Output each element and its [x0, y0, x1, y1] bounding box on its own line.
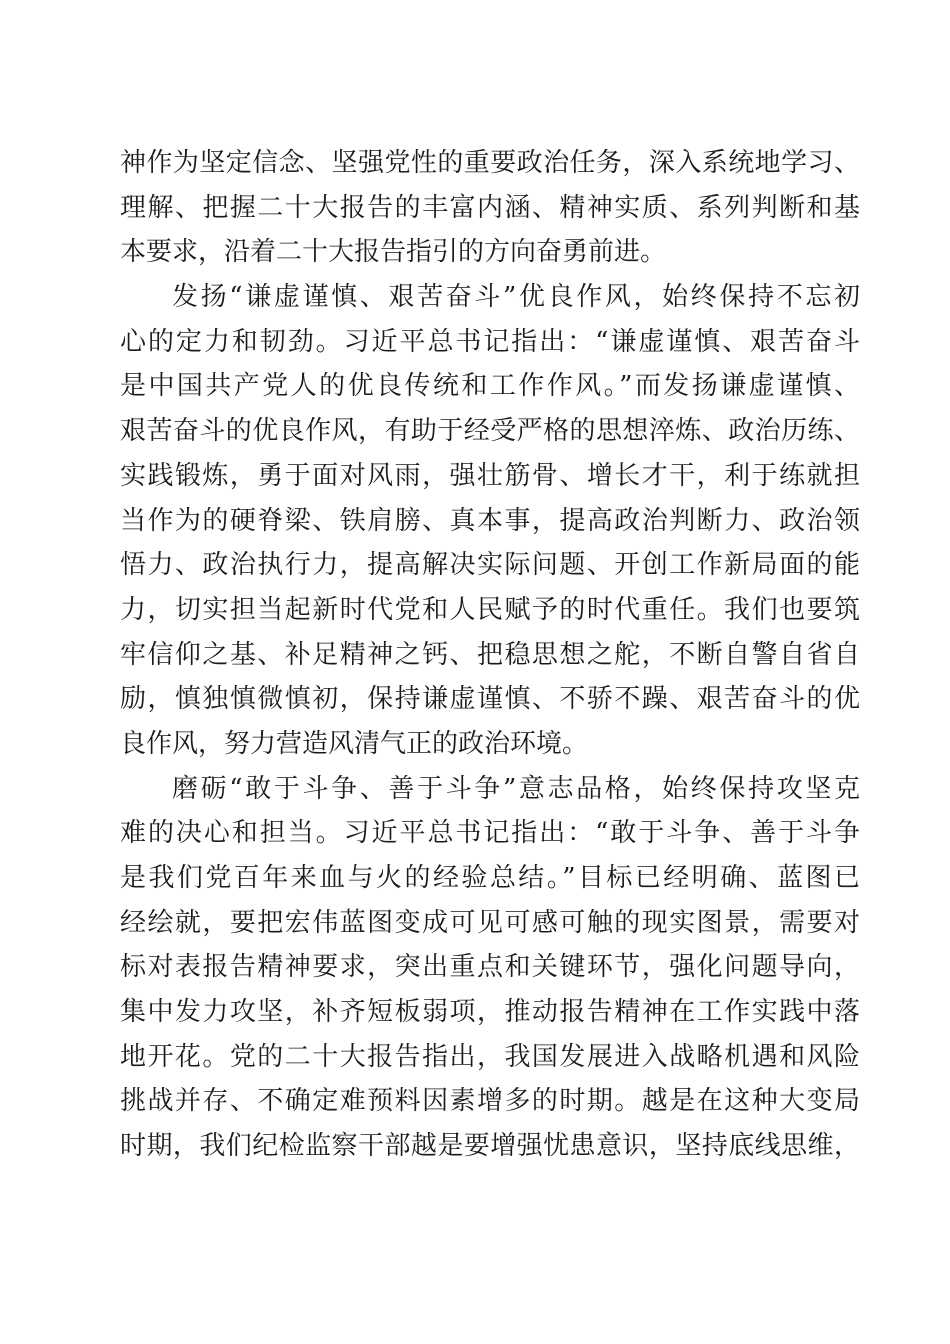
text-line: 艰苦奋斗的优良作风，有助于经受严格的思想淬炼、政治历练、	[120, 416, 860, 447]
text-line: 磨砺“敢于斗争、善于斗争”意志品格，始终保持攻坚克	[172, 773, 860, 804]
text-line: 悟力、政治执行力，提高解决实际问题、开创工作新局面的能	[120, 550, 860, 581]
text-line: 理解、把握二十大报告的丰富内涵、精神实质、系列判断和基	[120, 192, 860, 223]
text-line: 心的定力和韧劲。习近平总书记指出：“谦虚谨慎、艰苦奋斗	[120, 326, 860, 357]
body-text	[120, 141, 860, 1169]
text-line: 神作为坚定信念、坚强党性的重要政治任务，深入系统地学习、	[120, 148, 860, 178]
text-line: 时期，我们纪检监察干部越是要增强忧患意识，坚持底线思维，	[120, 1131, 860, 1162]
text-line: 标对表报告精神要求，突出重点和关键环节，强化问题导向，	[120, 952, 860, 983]
text-line: 良作风，努力营造风清气正的政治环境。	[120, 728, 589, 759]
text-line: 实践锻炼，勇于面对风雨，强壮筋骨、增长才干，利于练就担	[120, 460, 860, 491]
text-line: 地开花。党的二十大报告指出，我国发展进入战略机遇和风险	[120, 1041, 860, 1072]
text-line: 是我们党百年来血与火的经验总结。”目标已经明确、蓝图已	[120, 863, 860, 893]
text-line: 集中发力攻坚，补齐短板弱项，推动报告精神在工作实践中落	[120, 997, 860, 1028]
text-line: 力，切实担当起新时代党和人民赋予的时代重任。我们也要筑	[120, 594, 860, 625]
text-line: 励，慎独慎微慎初，保持谦虚谨慎、不骄不躁、艰苦奋斗的优	[120, 684, 860, 715]
text-line: 难的决心和担当。习近平总书记指出：“敢于斗争、善于斗争	[120, 818, 860, 849]
text-line: 当作为的硬脊梁、铁肩膀、真本事，提高政治判断力、政治领	[120, 505, 860, 536]
text-line: 挑战并存、不确定难预料因素增多的时期。越是在这种大变局	[120, 1086, 860, 1117]
text-line: 经绘就，要把宏伟蓝图变成可见可感可触的现实图景，需要对	[120, 907, 860, 938]
text-line: 发扬“谦虚谨慎、艰苦奋斗”优良作风，始终保持不忘初	[172, 282, 860, 313]
text-line: 是中国共产党人的优良传统和工作作风。”而发扬谦虚谨慎、	[120, 371, 860, 402]
text-line: 牢信仰之基、补足精神之钙、把稳思想之舵，不断自警自省自	[120, 639, 860, 670]
text-line: 本要求，沿着二十大报告指引的方向奋勇前进。	[120, 237, 667, 268]
